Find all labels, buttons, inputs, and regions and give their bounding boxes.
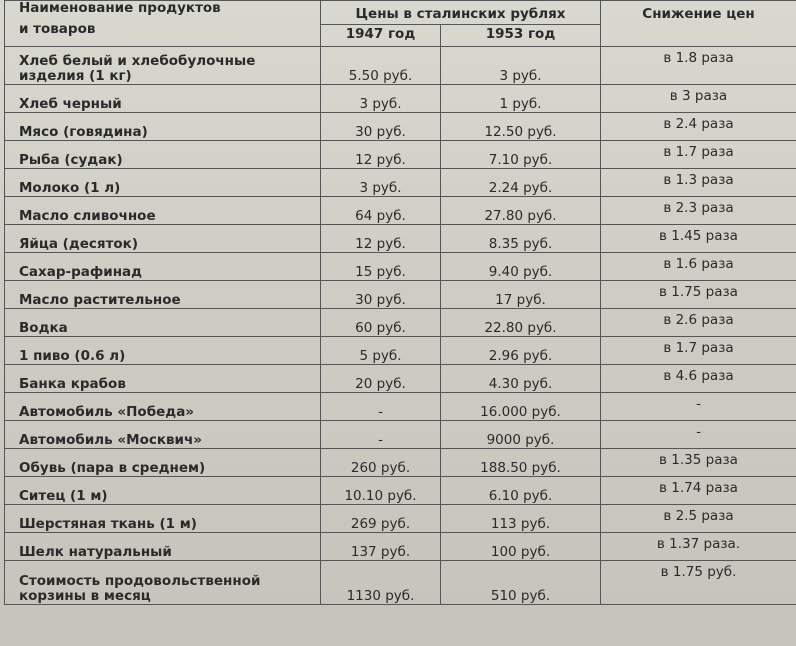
price-1953: 9000 руб.: [441, 421, 601, 449]
price-1953: 4.30 руб.: [441, 365, 601, 393]
product-name: 1 пиво (0.6 л): [19, 348, 126, 364]
price-1947: 5.50 руб.: [321, 47, 441, 85]
table-row: [5, 113, 796, 141]
price-1953: 8.35 руб.: [441, 225, 601, 253]
price-reduction: в 1.8 раза: [601, 47, 796, 85]
price-table: [4, 0, 796, 605]
product-name-cell: [5, 169, 321, 197]
product-name-cell: [5, 309, 321, 337]
price-1953: 100 руб.: [441, 533, 601, 561]
product-name-cell: [5, 225, 321, 253]
table-row: [5, 477, 796, 505]
table-row: [5, 169, 796, 197]
price-1947: 5 руб.: [321, 337, 441, 365]
price-1953: 1 руб.: [441, 85, 601, 113]
header-year-1947: 1947 год: [321, 25, 441, 47]
price-reduction: в 1.37 раза.: [601, 533, 796, 561]
product-name-cell: [5, 47, 321, 85]
price-reduction: в 1.7 раза: [601, 337, 796, 365]
table-row: [5, 281, 796, 309]
product-name-cell: [5, 561, 321, 605]
product-name-cell: [5, 393, 321, 421]
price-reduction: в 3 раза: [601, 85, 796, 113]
product-name: Автомобиль «Москвич»: [19, 432, 202, 448]
price-reduction: в 1.3 раза: [601, 169, 796, 197]
price-table-body: [5, 47, 796, 605]
price-1953: 16.000 руб.: [441, 393, 601, 421]
product-name: Мясо (говядина): [19, 124, 148, 140]
price-1953: 3 руб.: [441, 47, 601, 85]
price-reduction: в 2.3 раза: [601, 197, 796, 225]
product-name-continued: корзины в месяц: [19, 588, 151, 604]
product-name-cell: [5, 85, 321, 113]
price-reduction: в 1.6 раза: [601, 253, 796, 281]
product-name: Хлеб белый и хлебобулочные: [19, 53, 256, 69]
table-row: [5, 197, 796, 225]
price-1953: 2.96 руб.: [441, 337, 601, 365]
price-reduction: в 1.75 руб.: [601, 561, 796, 605]
price-1953: 2.24 руб.: [441, 169, 601, 197]
price-reduction: -: [601, 393, 796, 421]
price-reduction: в 1.45 раза: [601, 225, 796, 253]
price-1953: 17 руб.: [441, 281, 601, 309]
price-1947: 12 руб.: [321, 141, 441, 169]
price-reduction: в 1.75 раза: [601, 281, 796, 309]
product-name: Обувь (пара в среднем): [19, 460, 206, 476]
price-1947: -: [321, 393, 441, 421]
price-1947: 269 руб.: [321, 505, 441, 533]
product-name-cell: [5, 113, 321, 141]
price-1947: 15 руб.: [321, 253, 441, 281]
product-name-cell: [5, 197, 321, 225]
price-1947: 20 руб.: [321, 365, 441, 393]
product-name: Автомобиль «Победа»: [19, 404, 195, 420]
price-1947: 60 руб.: [321, 309, 441, 337]
product-name: Ситец (1 м): [19, 488, 108, 504]
product-name-cell: [5, 449, 321, 477]
product-name: Водка: [19, 320, 68, 336]
product-name-cell: [5, 505, 321, 533]
price-1953: 22.80 руб.: [441, 309, 601, 337]
price-1947: 10.10 руб.: [321, 477, 441, 505]
header-year-1953: 1953 год: [441, 25, 601, 47]
price-1947: 137 руб.: [321, 533, 441, 561]
price-1953: 188.50 руб.: [441, 449, 601, 477]
product-name: Молоко (1 л): [19, 180, 121, 196]
table-row: [5, 337, 796, 365]
product-name-cell: [5, 421, 321, 449]
product-name: Масло растительное: [19, 292, 181, 308]
price-1953: 27.80 руб.: [441, 197, 601, 225]
product-name-cell: [5, 533, 321, 561]
header-product-name-line1: Наименование продуктов: [19, 0, 221, 16]
table-row: [5, 225, 796, 253]
price-reduction: в 2.5 раза: [601, 505, 796, 533]
product-name: Рыба (судак): [19, 152, 123, 168]
product-name: Шерстяная ткань (1 м): [19, 516, 197, 532]
header-reduction: Снижение цен: [601, 1, 796, 47]
product-name-continued: изделия (1 кг): [19, 68, 132, 84]
product-name: Банка крабов: [19, 376, 126, 392]
price-1953: 6.10 руб.: [441, 477, 601, 505]
price-1953: 7.10 руб.: [441, 141, 601, 169]
product-name: Сахар-рафинад: [19, 264, 143, 280]
price-1947: 3 руб.: [321, 85, 441, 113]
product-name: Стоимость продовольственной: [19, 573, 261, 589]
price-1947: -: [321, 421, 441, 449]
product-name: Масло сливочное: [19, 208, 156, 224]
table-row: [5, 141, 796, 169]
price-1947: 1130 руб.: [321, 561, 441, 605]
product-name: Хлеб черный: [19, 96, 122, 112]
table-row: [5, 561, 796, 605]
price-1947: 30 руб.: [321, 113, 441, 141]
table-row: [5, 505, 796, 533]
table-row: [5, 421, 796, 449]
product-name: Шелк натуральный: [19, 544, 172, 560]
product-name-cell: [5, 141, 321, 169]
price-1953: 9.40 руб.: [441, 253, 601, 281]
table-row: [5, 309, 796, 337]
table-row: [5, 533, 796, 561]
price-reduction: в 1.35 раза: [601, 449, 796, 477]
price-1947: 30 руб.: [321, 281, 441, 309]
table-row: [5, 365, 796, 393]
product-name-cell: [5, 365, 321, 393]
table-row: [5, 393, 796, 421]
price-1953: 12.50 руб.: [441, 113, 601, 141]
price-reduction: в 2.6 раза: [601, 309, 796, 337]
table-row: [5, 47, 796, 85]
price-reduction: в 4.6 раза: [601, 365, 796, 393]
header-product-name: [5, 1, 321, 47]
table-row: [5, 449, 796, 477]
price-reduction: в 1.7 раза: [601, 141, 796, 169]
header-price-group: Цены в сталинских рублях: [321, 1, 601, 25]
table-row: [5, 253, 796, 281]
price-1953: 510 руб.: [441, 561, 601, 605]
header-product-name-line2: и товаров: [19, 21, 96, 37]
price-1947: 260 руб.: [321, 449, 441, 477]
price-reduction: в 1.74 раза: [601, 477, 796, 505]
price-1947: 12 руб.: [321, 225, 441, 253]
product-name-cell: [5, 477, 321, 505]
product-name-cell: [5, 337, 321, 365]
price-1947: 3 руб.: [321, 169, 441, 197]
table-row: [5, 85, 796, 113]
product-name-cell: [5, 281, 321, 309]
product-name-cell: [5, 253, 321, 281]
price-1953: 113 руб.: [441, 505, 601, 533]
product-name: Яйца (десяток): [19, 236, 139, 252]
price-1947: 64 руб.: [321, 197, 441, 225]
price-reduction: в 2.4 раза: [601, 113, 796, 141]
price-reduction: -: [601, 421, 796, 449]
